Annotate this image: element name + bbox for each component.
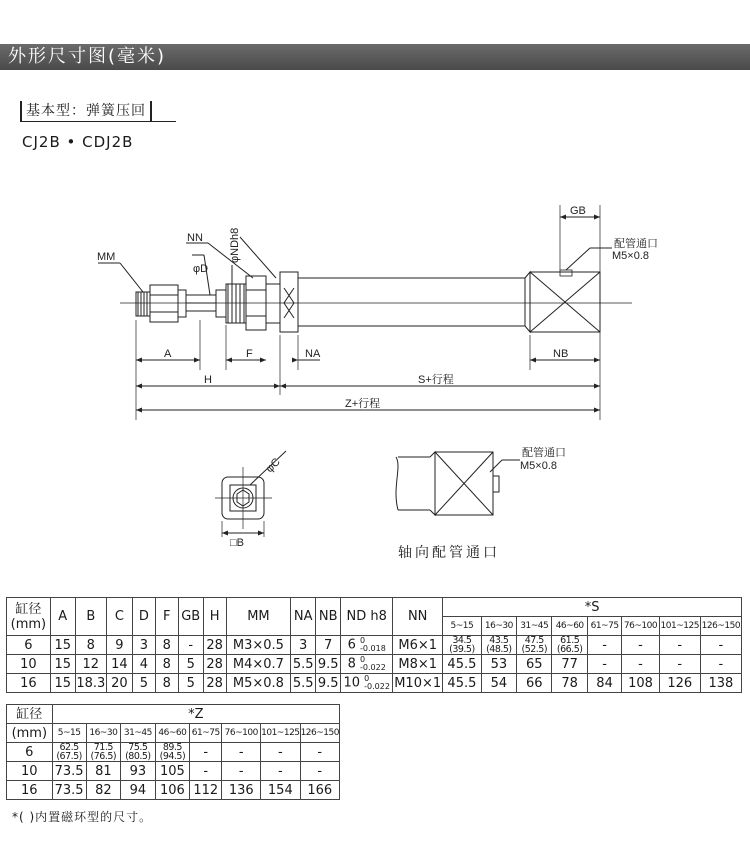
column-header: F [155,598,178,636]
s-range-header: 5~15 [443,617,482,636]
value-main: - [317,763,323,779]
s-value-cell [517,636,552,655]
s-header: *S [443,598,742,617]
z-value-cell [52,762,86,781]
value-main: 43.5 [489,635,509,646]
s-range-header: 126~150 [700,617,741,636]
value-cell: 7 [316,636,341,655]
value-cell: 18.3 [76,675,106,691]
value-cell: 3 [132,636,155,655]
s-value-cell [552,636,587,655]
z-value-cell [86,743,121,762]
column-header: ND h8 [341,598,393,636]
value-cell: 8 [75,636,106,655]
value-main: - [677,637,683,653]
z-range-header: 31~45 [121,724,156,743]
nd-tol-upper: 0 [360,655,366,664]
bore-header [7,598,51,636]
value-magnet: (94.5) [159,751,186,762]
z-value-cell [300,781,339,800]
z-range-header: 5~15 [52,724,86,743]
label-z: Z+行程 [345,398,381,410]
column-header: H [203,598,226,636]
value-main: - [638,656,643,672]
value-main: 73.5 [54,782,84,798]
column-header: NA [291,598,316,636]
value-main: 94 [129,782,147,798]
value-main: - [602,656,607,672]
bore-cell: 6 [7,636,51,655]
label-h: H [204,374,212,386]
value-main: 45.5 [447,656,477,672]
bore-cell: 6 [7,743,53,762]
value-main: 78 [561,675,578,691]
z-value-cell [261,762,300,781]
value-cell: 9.5 [316,655,341,674]
value-cell: 8 [155,655,178,674]
s-value-cell [552,655,587,674]
s-value-cell [481,636,516,655]
value-cell: 20 [106,674,132,693]
table-row [7,655,742,674]
value-main: 166 [307,782,333,798]
label-c: φC [263,455,283,476]
z-range-header: 46~60 [155,724,190,743]
dimension-table [6,597,742,693]
z-header: *Z [52,705,339,724]
value-main: 93 [129,763,147,779]
label-b: □B [230,537,244,549]
column-header: NN [393,598,443,636]
s-value-cell [587,674,621,693]
s-range-header: 76~100 [622,617,659,636]
value-magnet: (39.5) [449,644,475,655]
label-a: A [164,348,172,360]
z-value-cell [261,743,300,762]
label-d: φD [193,263,209,275]
label-nd: φNDh8 [229,227,241,263]
s-value-cell [659,636,700,655]
nd-tol-lower: -0.022 [364,682,390,691]
z-value-cell [121,781,156,800]
z-range-header: 61~75 [190,724,222,743]
value-main: - [277,763,283,779]
s-value-cell [700,636,741,655]
value-main: 54 [490,675,508,691]
z-value-cell [86,762,121,781]
value-main: 61.5 [560,635,580,646]
z-value-cell [222,781,261,800]
s-range-header: 16~30 [481,617,516,636]
value-main: 126 [667,675,693,691]
value-main: 108 [628,675,653,691]
value-main: 62.5 [59,742,79,753]
value-magnet: (80.5) [125,751,151,762]
column-header: D [132,598,155,636]
value-main: 136 [228,782,254,798]
value-main: 66 [526,675,543,691]
value-cell: 9.5 [316,674,341,693]
value-main: - [238,744,244,760]
z-value-cell [86,781,121,800]
value-cell: 15 [50,655,75,674]
table-row [7,743,340,762]
table-row [7,636,742,655]
value-magnet: (48.5) [486,644,512,655]
axial-port-size: M5×0.8 [520,460,557,472]
s-value-cell [517,674,552,693]
s-value-cell [517,655,552,674]
value-cell: 5 [178,655,203,674]
page-title: 外形尺寸图(毫米) [8,46,167,67]
label-mm: MM [97,251,116,263]
value-magnet: (67.5) [56,751,82,762]
z-range-header: 126~150 [300,724,339,743]
value-main: 154 [267,782,293,798]
unit-label: (mm) [7,724,53,743]
value-main: - [638,637,643,653]
nd-base: 6 [347,637,360,653]
z-value-cell [222,762,261,781]
bore-cell: 16 [7,781,53,800]
value-cell: 5 [178,674,203,693]
value-main: - [317,744,323,760]
label-gb: GB [570,205,586,217]
bore-cell: 10 [7,655,51,674]
label-s: S+行程 [418,374,454,386]
s-value-cell [622,636,659,655]
s-range-header: 46~60 [552,617,587,636]
value-main: 138 [708,675,734,691]
value-main: - [718,637,724,653]
axial-port-label: 配管通口 [522,447,566,459]
cylinder-end-view [200,445,320,555]
s-value-cell [481,655,516,674]
value-cell: 8 [155,674,178,693]
nd-base: 10 [343,675,365,691]
nd-cell [341,674,393,693]
value-cell: 9 [106,636,132,655]
s-range-header: 101~125 [659,617,700,636]
z-range-row [7,724,340,743]
value-magnet: (66.5) [556,644,583,655]
nd-base: 8 [347,656,360,672]
s-value-cell [622,655,659,674]
s-value-cell [443,674,482,693]
value-magnet: (76.5) [90,751,117,762]
value-cell: M10×1 [394,675,442,691]
z-value-cell [300,743,339,762]
table-row [7,762,340,781]
z-header-row [7,705,340,724]
z-value-cell [190,781,222,800]
footnote: *( )内置磁环型的尺寸。 [12,810,153,824]
z-range-header: 76~100 [222,724,261,743]
value-main: 106 [159,782,185,798]
axial-port-caption: 轴向配管通口 [398,545,500,561]
bore-cell: 16 [7,674,51,693]
value-cell: 15 [50,636,75,655]
z-value-cell [52,743,86,762]
bore-label: 缸径 [15,601,42,617]
value-cell: 15 [50,674,75,693]
z-value-cell [121,762,156,781]
value-cell: 5.5 [291,674,316,693]
value-cell: 12 [75,655,106,674]
s-value-cell [622,674,659,693]
column-header: NB [316,598,341,636]
value-main: 105 [159,763,185,779]
value-cell: 28 [203,655,226,674]
value-main: - [677,656,683,672]
value-cell: M5×0.8 [226,674,291,693]
s-value-cell [552,674,587,693]
nd-tol-upper: 0 [364,674,370,683]
z-dimension-table [6,704,340,800]
s-value-cell [700,674,741,693]
nd-tol-upper: 0 [360,636,366,645]
value-main: 75.5 [128,742,148,753]
z-value-cell [190,743,222,762]
z-range-header: 16~30 [86,724,121,743]
s-value-cell [659,655,700,674]
value-main: 84 [596,675,613,691]
label-port: 配管通口 [614,238,658,250]
z-value-cell [155,743,190,762]
z-value-cell [155,762,190,781]
value-cell: 3 [291,636,316,655]
column-header: GB [178,598,203,636]
column-header: C [106,598,132,636]
z-value-cell [121,743,156,762]
value-main: 82 [95,782,112,798]
value-cell: M6×1 [393,636,443,655]
label-nb: NB [553,348,569,360]
value-cell: 28 [203,636,226,655]
s-value-cell [587,655,621,674]
value-main: - [277,744,283,760]
s-value-cell [587,636,621,655]
bore-header: 缸径 [7,705,53,724]
value-main: 71.5 [93,742,113,753]
value-main: - [203,763,209,779]
value-cell: 14 [106,655,132,674]
model-name: CJ2B • CDJ2B [22,133,134,151]
table-header-row [7,598,742,617]
value-cell: 8 [155,636,178,655]
z-value-cell [300,762,339,781]
z-value-cell [52,781,86,800]
s-value-cell [443,655,482,674]
value-main: - [238,763,244,779]
value-cell: - [178,636,203,655]
value-main: 65 [526,656,543,672]
table-row [7,674,742,693]
value-main: 81 [95,763,112,779]
s-range-header: 61~75 [587,617,621,636]
s-value-cell [700,655,741,674]
column-header: MM [226,598,291,636]
value-cell: M3×0.5 [226,636,291,655]
z-value-cell [261,781,300,800]
value-cell: M4×0.7 [226,655,291,674]
value-main: - [718,656,724,672]
column-header: B [75,598,106,636]
value-main: 53 [490,656,508,672]
s-value-cell [481,674,516,693]
nd-cell [341,636,393,655]
z-range-header: 101~125 [261,724,300,743]
value-main: 73.5 [54,763,84,779]
s-value-cell [443,636,482,655]
nd-tol-lower: -0.018 [360,644,386,653]
value-main: 34.5 [452,635,472,646]
value-main: 89.5 [162,742,182,753]
axial-port-view [390,442,610,522]
z-value-cell [222,743,261,762]
unit-label: (mm) [10,616,47,632]
value-cell: 5.5 [291,655,316,674]
value-main: - [602,637,607,653]
value-cell: M8×1 [393,655,443,674]
label-nn: NN [187,232,203,244]
z-value-cell [190,762,222,781]
s-range-header: 31~45 [517,617,552,636]
value-main: 77 [561,656,578,672]
label-port-size: M5×0.8 [612,250,649,262]
bore-cell: 10 [7,762,53,781]
nd-cell [341,655,393,674]
value-main: 45.5 [447,675,477,691]
value-main: 47.5 [524,635,544,646]
value-magnet: (52.5) [521,644,548,655]
nd-tol-lower: -0.022 [360,663,386,672]
value-cell: 28 [203,674,226,693]
s-value-cell [659,674,700,693]
table-row [7,781,340,800]
label-f: F [246,348,253,360]
value-cell: 4 [132,655,155,674]
value-cell: 5 [132,674,155,693]
value-main: 112 [193,782,219,798]
value-main: - [203,744,209,760]
column-header: A [50,598,75,636]
label-na: NA [305,348,321,360]
type-label: 基本型：弹簧压回 [20,101,152,121]
z-value-cell [155,781,190,800]
